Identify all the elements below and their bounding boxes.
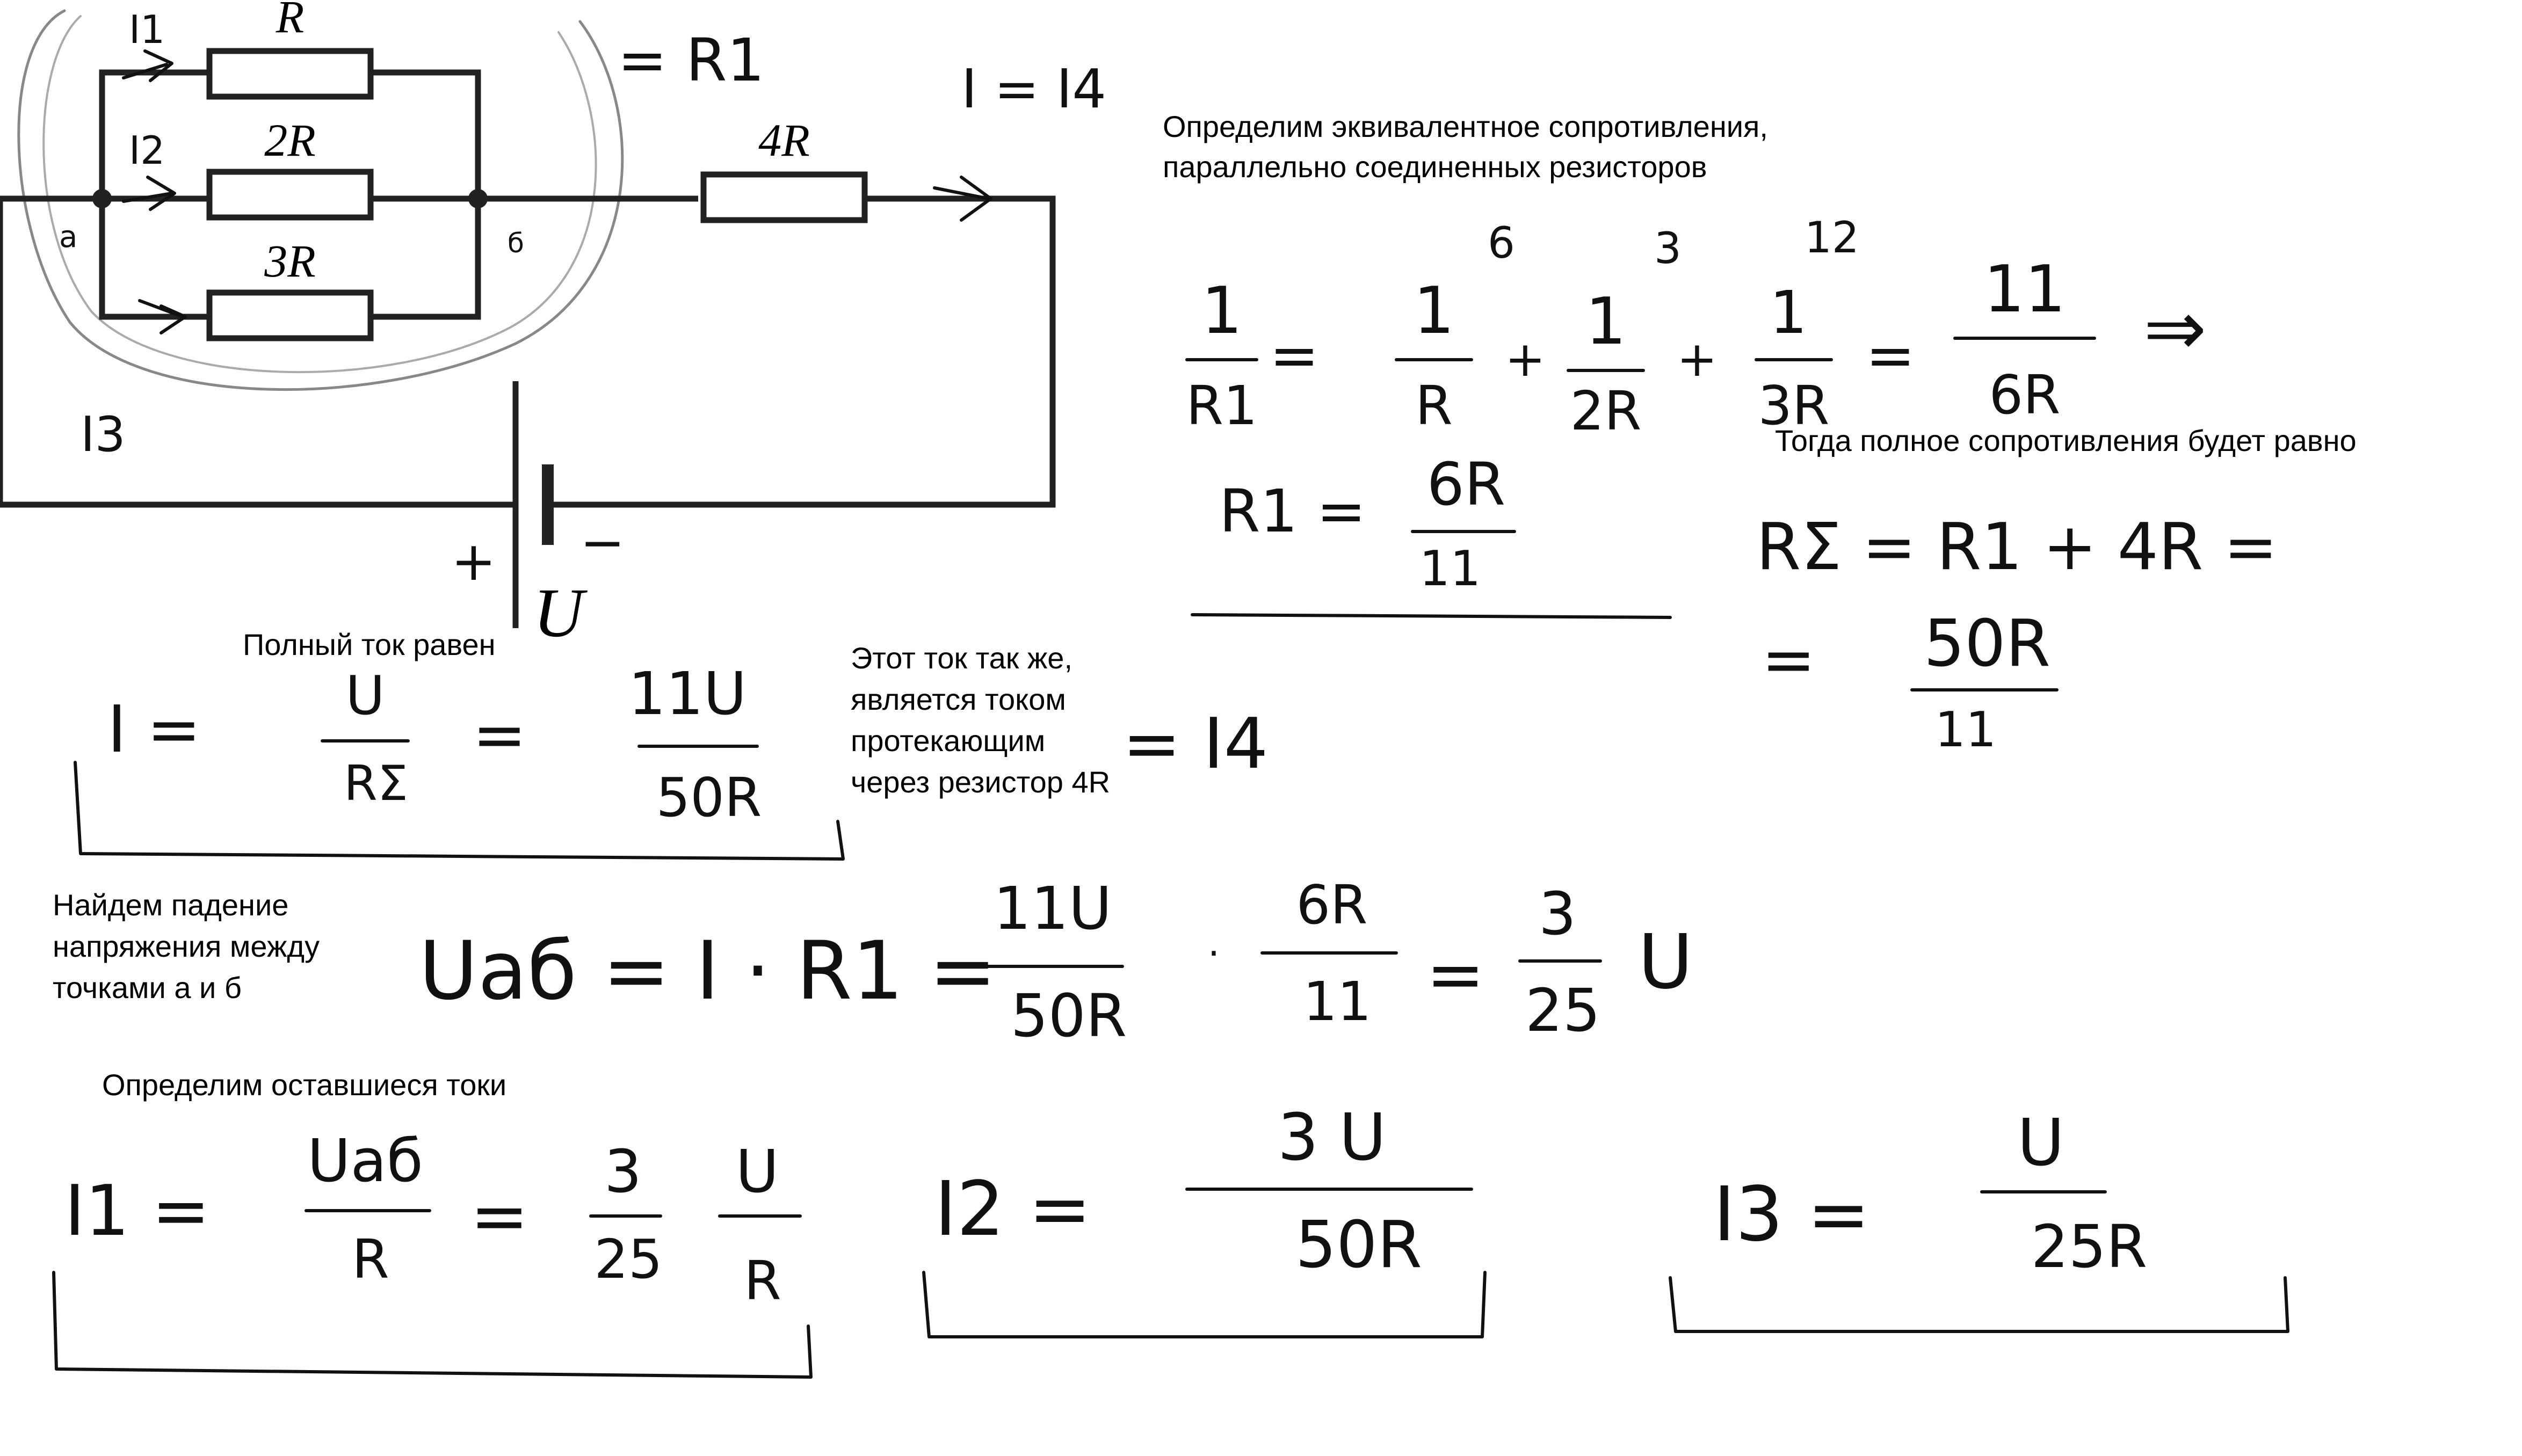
eq-1: =	[1269, 321, 1320, 390]
eq-2: =	[1865, 321, 1916, 390]
implies-arrow: ⇒	[2143, 285, 2207, 373]
label-source-u: U	[533, 574, 584, 652]
formula-parallel	[1186, 213, 2206, 442]
total-num: 50R	[1923, 607, 2051, 681]
resistor-3r	[209, 293, 371, 338]
total-lhs: RΣ = R1 + 4R =	[1756, 510, 2278, 585]
sum-den: 6R	[1989, 363, 2061, 426]
sum-num: 11	[1983, 252, 2066, 327]
i1-den1: R	[352, 1228, 389, 1291]
voltage-suffix: U	[1638, 919, 1693, 1006]
i1-num3: U	[735, 1137, 779, 1206]
r1-num: 6R	[1426, 450, 1506, 519]
i2-den: 50R	[1295, 1208, 1423, 1283]
wire-right-loop	[553, 199, 1053, 505]
label-node-b: б	[508, 228, 524, 259]
i1-num1: Uaб	[307, 1126, 423, 1195]
voltage-dot: ·	[1207, 931, 1220, 975]
voltage-num1: 11U	[993, 874, 1112, 943]
r1-underline	[1192, 615, 1670, 617]
i2-formula	[924, 1101, 1485, 1337]
remaining-title: Определим оставшиеся токи	[102, 1068, 507, 1102]
voltage-num2: 6R	[1296, 873, 1368, 936]
total-den: 11	[1934, 702, 1997, 758]
voltage-lhs: Uaб = I · R1 =	[419, 924, 997, 1018]
current-section	[75, 628, 1268, 859]
voltage-den2: 11	[1303, 970, 1372, 1033]
voltage-eq: =	[1426, 934, 1485, 1015]
remaining-section	[54, 1068, 2288, 1377]
voltage-title-line1: Найдем падение	[53, 888, 289, 922]
resistor-4r	[704, 174, 865, 220]
resistor-2r	[209, 172, 371, 217]
current-eq: =	[472, 698, 527, 773]
i1-formula	[54, 1126, 811, 1377]
r1-lhs: R1 =	[1219, 477, 1366, 545]
label-r: R	[276, 0, 305, 42]
total-eq: =	[1762, 623, 1816, 697]
current-den1: RΣ	[344, 755, 408, 812]
t1-mult: 6	[1488, 218, 1515, 268]
i1-num2: 3	[604, 1137, 642, 1206]
t3-mult: 12	[1804, 213, 1859, 263]
lhs-den: R1	[1186, 374, 1258, 437]
label-i-total: I = I4	[961, 57, 1106, 120]
label-i2: I2	[129, 128, 165, 173]
current-note-line3: протекающим	[851, 724, 1046, 758]
voltage-title-line3: точками а и б	[53, 971, 242, 1004]
t2-den: 2R	[1570, 380, 1642, 442]
t2-mult: 3	[1654, 223, 1682, 273]
t3-den: 3R	[1758, 374, 1830, 437]
current-num2: 11U	[628, 659, 747, 728]
label-group-r1: = R1	[618, 26, 765, 94]
current-note-line4: через резистор 4R	[851, 765, 1111, 799]
total-title: Тогда полное сопротивления будет равно	[1775, 424, 2357, 457]
label-plus: +	[451, 530, 496, 593]
current-note-line1: Этот ток так же,	[851, 641, 1072, 675]
current-lhs: I =	[107, 693, 201, 767]
arrow-i2	[124, 177, 175, 209]
i1-den3: R	[744, 1249, 781, 1312]
i1-lhs: I1 =	[64, 1170, 211, 1251]
r1-den: 11	[1419, 541, 1481, 597]
label-4r: 4R	[758, 114, 810, 166]
i3-lhs: I3 =	[1713, 1171, 1871, 1258]
equivalent-title-line2: параллельно соединенных резисторов	[1163, 150, 1707, 184]
arrow-i1	[124, 51, 172, 81]
label-i3: I3	[81, 406, 126, 463]
label-minus: −	[580, 511, 625, 574]
r1-result	[1192, 450, 1670, 617]
current-den2: 50R	[656, 766, 762, 829]
current-title: Полный ток равен	[243, 628, 496, 661]
voltage-den3: 25	[1525, 976, 1600, 1045]
current-note-line2: является током	[851, 682, 1066, 716]
equivalent-title-line1: Определим эквивалентное сопротивления,	[1163, 110, 1768, 143]
node-b-dot	[468, 189, 488, 208]
i3-bracket	[1670, 1278, 2288, 1331]
plus-1: +	[1505, 331, 1546, 388]
t1-den: R	[1415, 374, 1453, 437]
t3-num: 1	[1770, 278, 1807, 347]
voltage-den1: 50R	[1010, 981, 1127, 1050]
circuit-diagram	[0, 0, 1106, 652]
voltage-section	[53, 873, 1693, 1050]
label-2r: 2R	[264, 114, 316, 166]
label-i1: I1	[129, 7, 165, 52]
t1-num: 1	[1413, 274, 1455, 348]
voltage-num3: 3	[1539, 879, 1576, 948]
node-a-dot	[92, 189, 112, 208]
current-num1: U	[345, 664, 385, 727]
plus-2: +	[1677, 331, 1717, 388]
i2-lhs: I2 =	[934, 1166, 1092, 1253]
i1-eq: =	[470, 1175, 529, 1257]
current-note-formula: = I4	[1122, 703, 1269, 784]
i3-num: U	[2017, 1106, 2064, 1181]
label-3r: 3R	[264, 235, 316, 287]
t2-num: 1	[1585, 285, 1627, 359]
i3-formula	[1670, 1106, 2288, 1331]
i2-num: 3 U	[1277, 1101, 1387, 1175]
label-node-a: a	[59, 220, 78, 254]
i1-bracket	[54, 1272, 811, 1377]
total-section	[1756, 424, 2357, 758]
resistor-r	[209, 51, 371, 97]
i1-den2: 25	[594, 1228, 663, 1291]
lhs-num: 1	[1201, 274, 1243, 348]
voltage-title-line2: напряжения между	[53, 929, 320, 963]
i3-den: 25R	[2031, 1212, 2148, 1281]
